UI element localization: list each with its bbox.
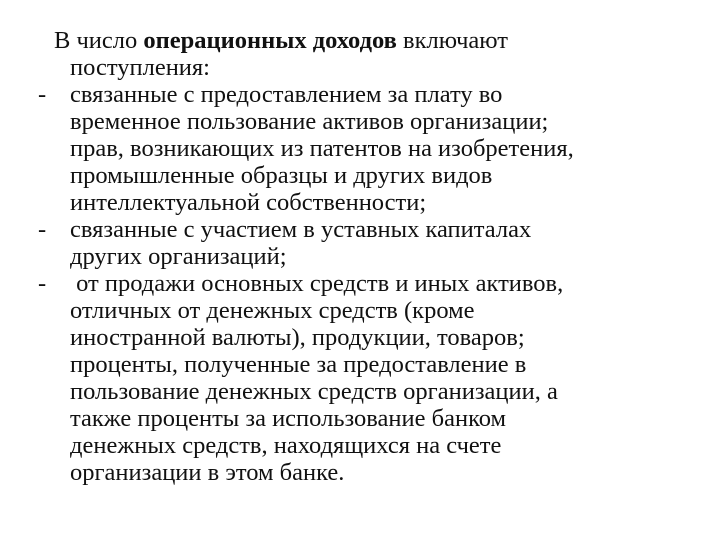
list-item-line: также проценты за использование банком [70,405,507,432]
list-item-line: пользование денежных средств организации, а [70,378,558,405]
list-item-2 [38,216,698,270]
list-item-1 [38,81,698,216]
list-item-line: связанные с предоставлением за плату во [70,81,503,108]
list-item-line: интеллектуальной собственности; [70,189,427,216]
list-item-line: от продажи основных средств и иных активов, [70,270,564,297]
intro-prefix: В число [54,27,144,54]
list-marker: - [38,270,47,297]
list-item-line: других организаций; [70,243,287,270]
list-item-line: иностранной валюты), продукции, товаров; [70,324,525,351]
list-item-3 [38,270,698,486]
list-marker: - [38,216,47,243]
list-item-line: временное пользование активов организации; [70,108,549,135]
list-item-line: денежных средств, находящихся на счете [70,432,502,459]
intro-line-2: поступления: [70,54,210,81]
list-marker: - [38,81,47,108]
list-item-line: проценты, полученные за предоставление в [70,351,527,378]
list-item-line: отличных от денежных средств (кроме [70,297,475,324]
intro-paragraph [38,27,698,81]
intro-line-1 [54,27,698,54]
list-item-line: прав, возникающих из патентов на изобретения, [70,135,574,162]
intro-bold-term: операционных доходов [143,27,397,54]
list-item-line: промышленные образцы и других видов [70,162,493,189]
list-item-line: организации в этом банке. [70,459,345,486]
list-item-line: связанные с участием в уставных капиталах [70,216,532,243]
text-block [38,27,698,486]
intro-suffix: включают [396,27,508,54]
